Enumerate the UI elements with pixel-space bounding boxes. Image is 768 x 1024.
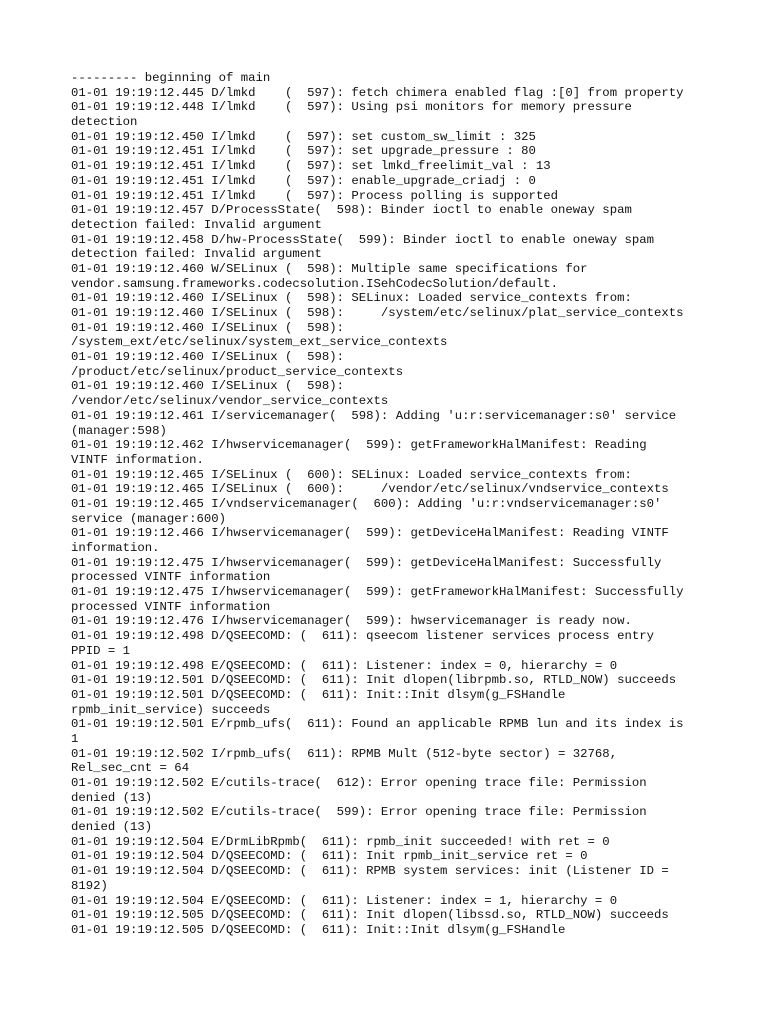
log-line: processed VINTF information [71, 570, 271, 585]
log-line: 01-01 19:19:12.466 I/hwservicemanager( 599): getDeviceHalManifest: Reading VINTF [71, 526, 669, 541]
log-line: 01-01 19:19:12.502 E/cutils-trace( 599): Error opening trace file: Permission [71, 805, 647, 820]
log-line: 01-01 19:19:12.465 I/vndservicemanager( 600): Adding 'u:r:vndservicemanager:s0' [71, 496, 662, 511]
log-line: 01-01 19:19:12.460 I/SELinux ( 598): /system/etc/selinux/plat_service_contexts [71, 306, 684, 320]
log-line: 01-01 19:19:12.502 I/rpmb_ufs( 611): RPMB Mult (512-byte sector) = 32768, [71, 746, 618, 761]
log-line: 01-01 19:19:12.505 D/QSEECOMD: ( 611): Init dlopen(libssd.so, RTLD_NOW) succeeds [71, 908, 669, 923]
log-line: detection failed: Invalid argument [71, 217, 322, 232]
log-line: vendor.samsung.frameworks.codecsolution.ISehCodecSolution/default. [71, 276, 559, 291]
log-line: 01-01 19:19:12.461 I/servicemanager( 598): Adding 'u:r:servicemanager:s0' service [71, 408, 677, 423]
log-line: 01-01 19:19:12.458 D/hw-ProcessState( 599): Binder ioctl to enable oneway spam [71, 232, 654, 247]
log-line: 01-01 19:19:12.501 E/rpmb_ufs( 611): Found an applicable RPMB lun and its index is [71, 717, 684, 732]
log-line: 01-01 19:19:12.450 I/lmkd ( 597): set custom_sw_limit : 325 [71, 129, 536, 144]
log-line: 01-01 19:19:12.457 D/ProcessState( 598): Binder ioctl to enable oneway spam [71, 203, 632, 218]
log-line: 01-01 19:19:12.498 D/QSEECOMD: ( 611): qseecom listener services process entry [71, 629, 654, 644]
log-line: 01-01 19:19:12.504 E/DrmLibRpmb( 611): rpmb_init succeeded! with ret = 0 [71, 834, 610, 849]
log-line: /product/etc/selinux/product_service_contexts [71, 364, 404, 379]
log-line: VINTF information. [71, 452, 204, 467]
log-line: 01-01 19:19:12.504 D/QSEECOMD: ( 611): RPMB system services: init (Listener ID = [71, 864, 669, 879]
log-document [71, 71, 761, 938]
log-line: (manager:598) [71, 423, 167, 438]
log-line: information. [71, 541, 160, 555]
log-line: 01-01 19:19:12.460 I/SELinux ( 598): [71, 320, 345, 335]
log-line: PPID = 1 [71, 643, 131, 658]
log-line: 01-01 19:19:12.501 D/QSEECOMD: ( 611): Init dlopen(librpmb.so, RTLD_NOW) succeeds [71, 673, 677, 688]
log-line: detection failed: Invalid argument [71, 247, 322, 262]
log-line: 01-01 19:19:12.498 E/QSEECOMD: ( 611): Listener: index = 0, hierarchy = 0 [71, 658, 618, 673]
log-line: 1 [71, 731, 79, 746]
log-line: /system_ext/etc/selinux/system_ext_service_contexts [71, 335, 448, 350]
log-line: service (manager:600) [71, 511, 226, 526]
log-line: 01-01 19:19:12.465 I/SELinux ( 600): SELinux: Loaded service_contexts from: [71, 467, 632, 482]
log-line: 01-01 19:19:12.451 I/lmkd ( 597): set lmkd_freelimit_val : 13 [71, 159, 551, 174]
log-line: detection [71, 115, 138, 130]
log-line: 01-01 19:19:12.475 I/hwservicemanager( 599): getDeviceHalManifest: Successfully [71, 555, 662, 570]
log-line: 01-01 19:19:12.502 E/cutils-trace( 612): Error opening trace file: Permission [71, 776, 647, 790]
log-line: 01-01 19:19:12.445 D/lmkd ( 597): fetch chimera enabled flag :[0] from property [71, 85, 684, 100]
log-line: 01-01 19:19:12.460 W/SELinux ( 598): Multiple same specifications for [71, 261, 588, 276]
log-line: 01-01 19:19:12.448 I/lmkd ( 597): Using psi monitors for memory pressure [71, 100, 632, 115]
log-line: denied (13) [71, 790, 153, 805]
log-line: 01-01 19:19:12.476 I/hwservicemanager( 599): hwservicemanager is ready now. [71, 614, 632, 629]
log-line: denied (13) [71, 820, 153, 835]
log-line: processed VINTF information [71, 599, 271, 614]
log-line: 01-01 19:19:12.451 I/lmkd ( 597): set upgrade_pressure : 80 [71, 144, 536, 159]
log-line: 01-01 19:19:12.504 D/QSEECOMD: ( 611): Init rpmb_init_service ret = 0 [71, 849, 588, 864]
log-line: 01-01 19:19:12.475 I/hwservicemanager( 599): getFrameworkHalManifest: Successfully [71, 585, 684, 600]
log-line: Rel_sec_cnt = 64 [71, 761, 190, 776]
log-line: 01-01 19:19:12.505 D/QSEECOMD: ( 611): Init::Init dlsym(g_FSHandle [71, 922, 566, 937]
log-line: --------- beginning of main [71, 71, 271, 85]
log-line: 01-01 19:19:12.460 I/SELinux ( 598): [71, 350, 345, 365]
log-line: 01-01 19:19:12.465 I/SELinux ( 600): /vendor/etc/selinux/vndservice_contexts [71, 482, 669, 497]
log-text-block [71, 71, 761, 938]
log-line: 8192) [71, 878, 108, 893]
log-line: 01-01 19:19:12.504 E/QSEECOMD: ( 611): Listener: index = 1, hierarchy = 0 [71, 893, 618, 908]
log-line: 01-01 19:19:12.460 I/SELinux ( 598): SELinux: Loaded service_contexts from: [71, 291, 632, 306]
log-line: /vendor/etc/selinux/vendor_service_contexts [71, 394, 389, 409]
log-line: 01-01 19:19:12.460 I/SELinux ( 598): [71, 379, 345, 394]
log-line: 01-01 19:19:12.501 D/QSEECOMD: ( 611): Init::Init dlsym(g_FSHandle [71, 687, 566, 702]
log-line: rpmb_init_service) succeeds [71, 702, 271, 717]
log-line: 01-01 19:19:12.462 I/hwservicemanager( 599): getFrameworkHalManifest: Reading [71, 438, 647, 453]
log-line: 01-01 19:19:12.451 I/lmkd ( 597): enable_upgrade_criadj : 0 [71, 173, 536, 188]
log-line: 01-01 19:19:12.451 I/lmkd ( 597): Process polling is supported [71, 188, 559, 203]
